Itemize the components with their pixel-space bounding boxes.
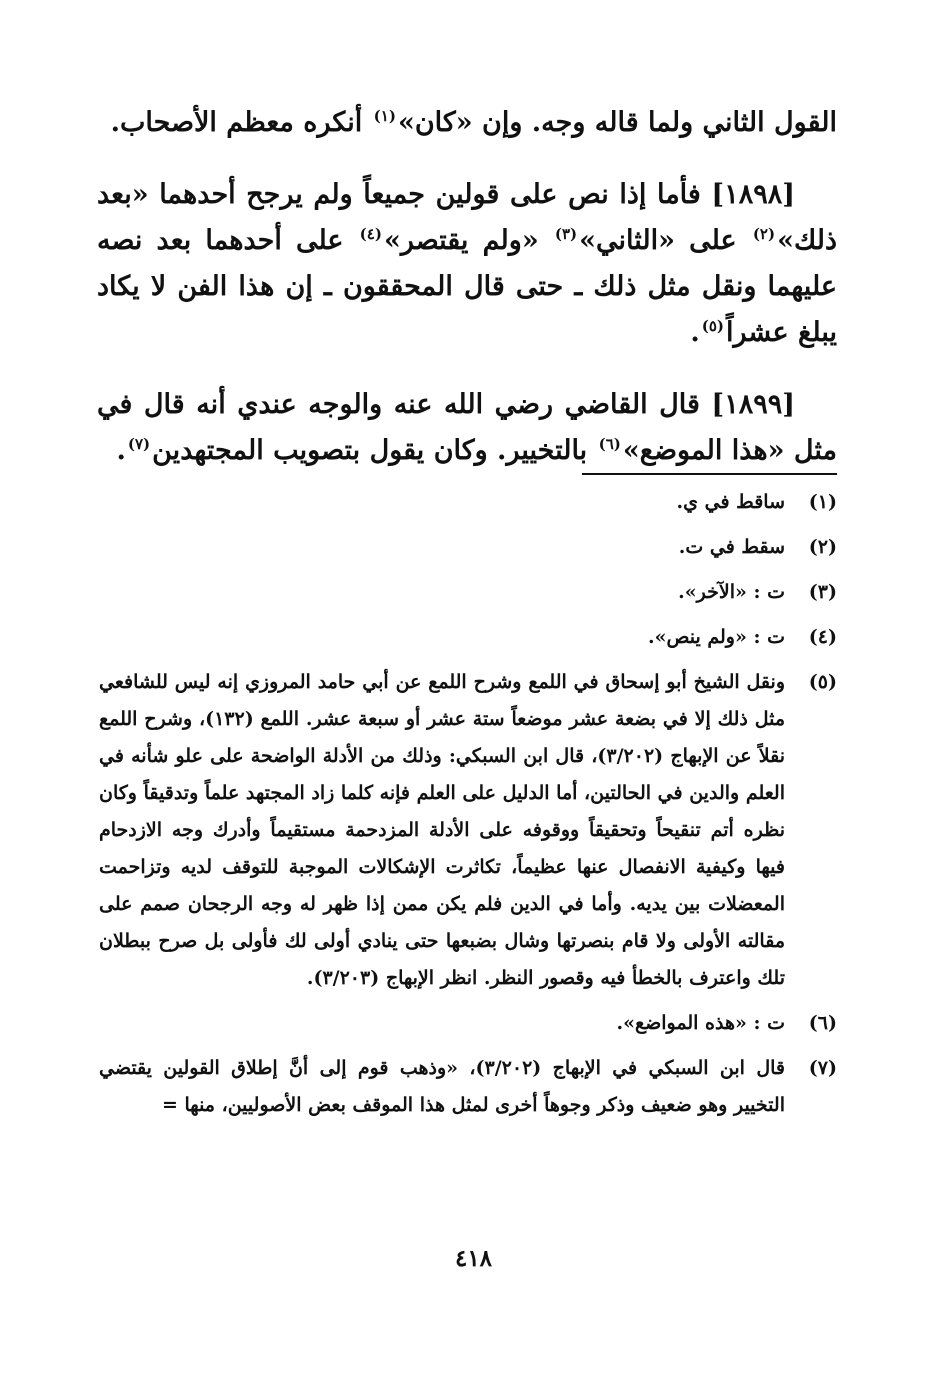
- footnote-7-text: قال ابن السبكي في الإبهاج (٣/٢٠٢)، «وذهب قوم إلى أنَّ إطلاق القولين يقتضي التخيير وهو ضعيف وذكر وجوهاً أخرى لمثل هذا الموقف بعض الأصوليين، منها =: [99, 1057, 785, 1116]
- paragraph-3-text: [١٨٩٩] قال القاضي رضي الله عنه والوجه عندي أنه قال في مثل «هذا الموضع»: [97, 389, 837, 466]
- footnotes: [99, 484, 837, 1132]
- footnote-marker-7: (٧): [127, 435, 151, 453]
- footnote-2-number: (٢): [808, 536, 837, 558]
- main-paragraph-3: [97, 382, 837, 474]
- footnote-7: [99, 1050, 837, 1124]
- footnote-4: [99, 619, 837, 656]
- footnote-marker-5: (٥): [701, 317, 725, 335]
- footnote-marker-2: (٢): [752, 225, 776, 243]
- footnote-3-number: (٣): [808, 581, 837, 603]
- main-paragraph-2: [97, 172, 837, 356]
- page-number: ٤١٨: [454, 1245, 493, 1272]
- footnote-2: [99, 529, 837, 566]
- paragraph-1-text: القول الثاني ولما قاله وجه. وإن «كان»: [397, 107, 837, 138]
- paragraph-3-tail: .: [116, 435, 126, 466]
- footnote-4-text: ت : «ولم ينص».: [647, 626, 785, 648]
- footnote-6-text: ت : «هذه المواضع».: [616, 1012, 785, 1034]
- paragraph-2-part-4: على أحدهما بعد نصه عليهما ونقل مثل ذلك ـ حتى قال المحققون ـ إن هذا الفن لا يكاد يبلغ عشراً: [97, 225, 837, 348]
- footnote-3: [99, 574, 837, 611]
- footnote-marker-3: (٣): [554, 225, 578, 243]
- paragraph-2-tail: .: [690, 317, 700, 348]
- footnote-1-text: ساقط في ي.: [676, 491, 785, 513]
- paragraph-1-tail: أنكره معظم الأصحاب.: [110, 107, 372, 138]
- footnote-1-number: (١): [808, 491, 837, 513]
- footnote-6-number: (٦): [808, 1012, 837, 1034]
- footnote-5: [99, 664, 837, 997]
- paragraph-3-part-2: بالتخيير. وكان يقول بتصويب المجتهدين: [152, 435, 597, 466]
- footnote-6: [99, 1005, 837, 1042]
- footnote-marker-4: (٤): [359, 225, 382, 243]
- footnote-marker-6: (٦): [598, 435, 621, 453]
- footnote-3-text: ت : «الآخر».: [678, 581, 785, 603]
- footnote-7-number: (٧): [808, 1057, 837, 1079]
- footnote-4-number: (٤): [808, 626, 837, 648]
- footnote-divider: [582, 473, 837, 475]
- footnote-2-text: سقط في ت.: [678, 536, 785, 558]
- main-text: [97, 100, 837, 474]
- footnote-5-text: ونقل الشيخ أبو إسحاق في اللمع وشرح اللمع عن أبي حامد المروزي إنه ليس للشافعي مثل ذلك إلا في بضعة عشر موضعاً ستة عشر أو سبعة عشر. اللمع (١٣٢)، وشرح اللمع نقلاً عن الإبهاج (٣/٢٠٢)، قال ابن السبكي: وذلك من الأدلة الواضحة على علو شأنه في العلم والدين في الحالتين، أما الدليل على العلم فإنه كلما زاد المجتهد علماً وتدقيقاً وكان نظره أتم تنقيحاً وتحقيقاً ووقوفه على الأدلة المزدحمة مستقيماً وأدرك وجه الازدحام فيها وكيفية الانفصال عنها عظيماً، تكاثرت الإشكالات الموجبة للتوقف لديه وتزاحمت المعضلات بين يديه. وأما في الدين فلم يكن ممن إذا ظهر له وجه الرجحان صمم على مقالته الأولى ولا قام بنصرتها وشال بضبعها حتى ينادي أولى لك فأولى بل صرح ببطلان تلك واعترف بالخطأ فيه وقصور النظر. انظر الإبهاج (٣/٢٠٣).: [99, 671, 785, 989]
- footnote-5-number: (٥): [808, 671, 837, 693]
- footnote-marker-1: (١): [373, 107, 396, 125]
- paragraph-2-text: [١٨٩٨] فأما إذا نص على قولين جميعاً ولم يرجح أحدهما «بعد ذلك»: [97, 179, 837, 256]
- paragraph-2-part-3: «ولم يقتصر»: [383, 225, 553, 256]
- paragraph-2-part-2: على «الثاني»: [579, 225, 751, 256]
- footnote-1: [99, 484, 837, 521]
- main-paragraph-1: [97, 100, 837, 146]
